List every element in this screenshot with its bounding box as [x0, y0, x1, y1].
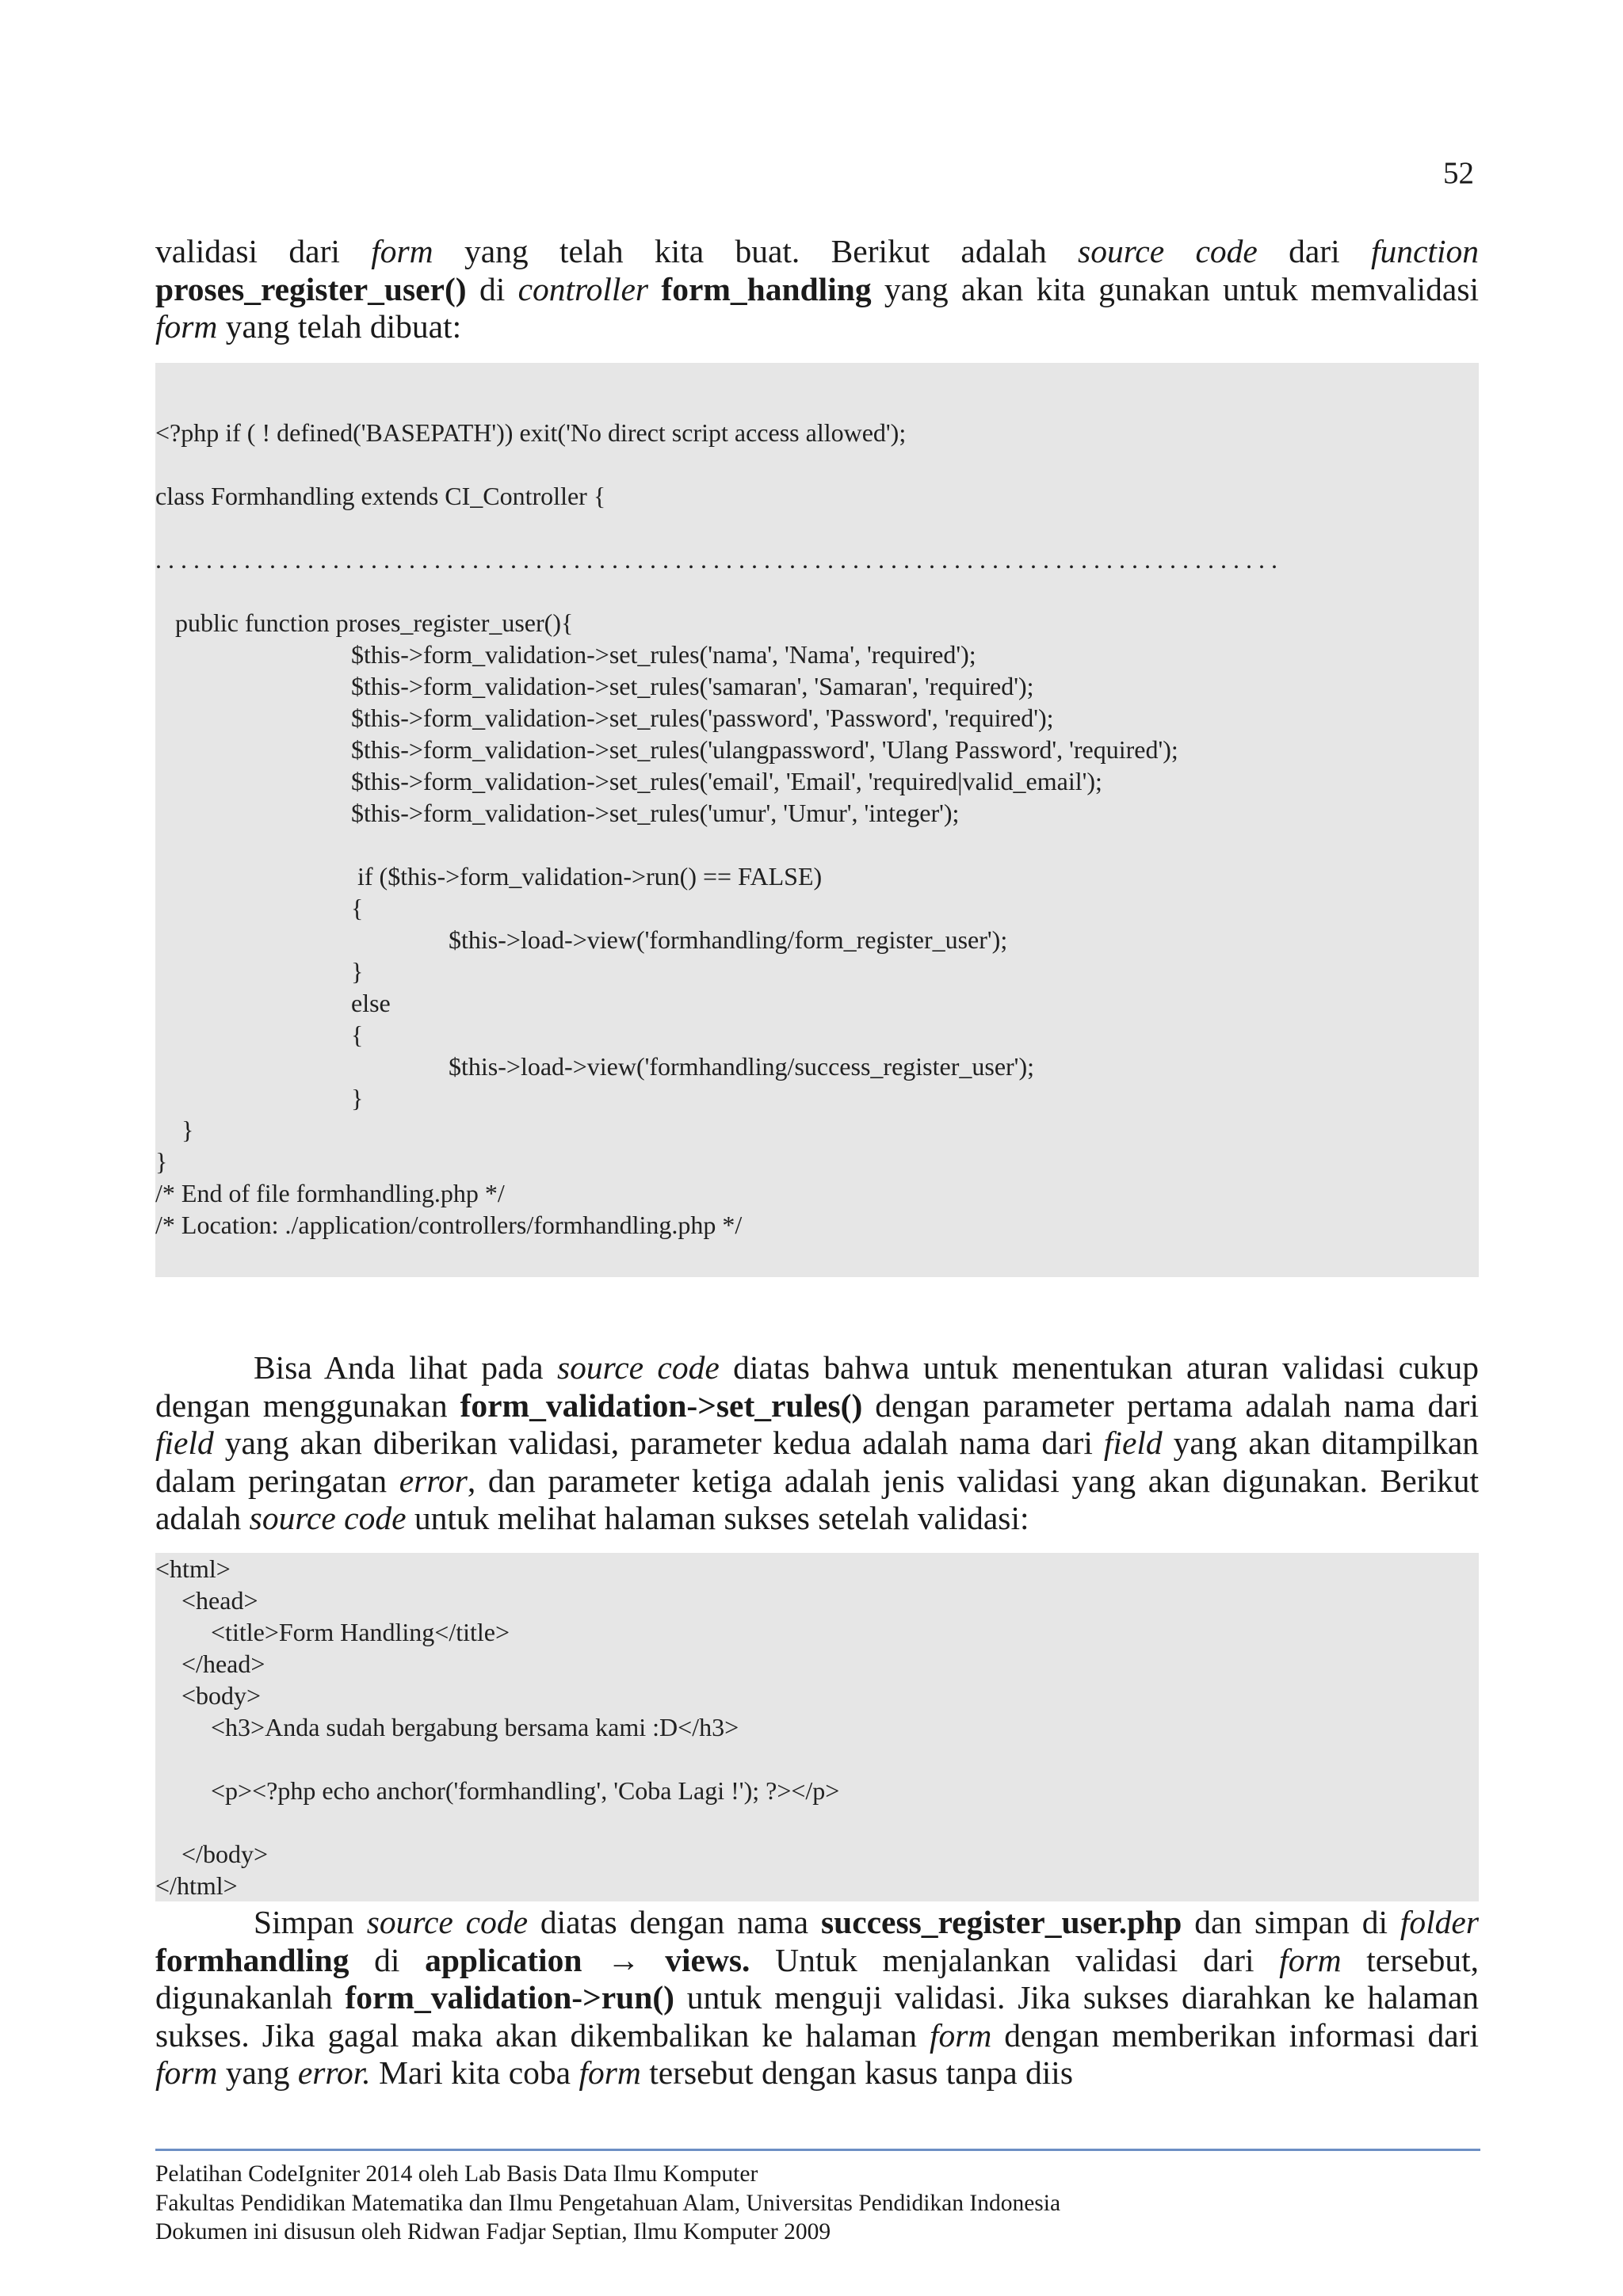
code-line: class Formhandling extends CI_Controller { — [155, 482, 606, 510]
page-number: 52 — [1443, 156, 1474, 190]
italic-term: form — [929, 2016, 992, 2054]
bold-term: formhandling — [155, 1941, 349, 1978]
para3-line-5 — [155, 2054, 1479, 2092]
code-line: $this->form_validation->set_rules('nama', 'Nama', 'required'); — [351, 640, 976, 669]
code-line: { — [351, 894, 364, 922]
footer-divider — [155, 2149, 1480, 2151]
text: yang akan diberikan validasi, parameter kedua adalah nama dari — [213, 1425, 1104, 1461]
italic-term: source code — [366, 1904, 528, 1940]
text: tersebut, — [1341, 1941, 1479, 1978]
text: dari — [1257, 233, 1371, 269]
text: sukses. Jika gagal maka akan dikembalikan ke halaman — [155, 2016, 930, 2054]
bold-term: form_validation->run() — [345, 1979, 674, 2016]
footer-line: Dokumen ini disusun oleh Ridwan Fadjar Septian, Ilmu Komputer 2009 — [155, 2219, 831, 2245]
text: validasi dari — [155, 233, 372, 269]
italic-term: source code — [249, 1500, 407, 1536]
text: digunakanlah — [155, 1979, 346, 2016]
italic-term: controller — [517, 270, 649, 307]
italic-term: error — [399, 1462, 468, 1499]
explanation-paragraph — [155, 1349, 1479, 1538]
code-line: <html> — [155, 1554, 231, 1583]
code-line: $this->load->view('formhandling/success_register_user'); — [449, 1052, 1034, 1081]
para2-line-3 — [155, 1425, 1479, 1463]
code-line: $this->form_validation->set_rules('umur', 'Umur', 'integer'); — [351, 799, 960, 827]
italic-term: form — [155, 2054, 218, 2091]
code-line: <title>Form Handling</title> — [211, 1618, 510, 1646]
code-line: <body> — [181, 1681, 262, 1710]
intro-paragraph — [155, 233, 1479, 346]
text: dalam peringatan — [155, 1462, 399, 1499]
text: Simpan — [254, 1904, 367, 1940]
text: yang — [217, 2054, 298, 2091]
text: dengan menggunakan — [155, 1386, 460, 1424]
bold-term: form_validation->set_rules() — [460, 1386, 863, 1424]
code-line: if ($this->form_validation->run() == FALSE) — [357, 862, 823, 891]
code-line: { — [351, 1020, 364, 1049]
para3-line-1 — [155, 1904, 1479, 1942]
footer-line: Fakultas Pendidikan Matematika dan Ilmu Pengetahuan Alam, Universitas Pendidikan Indonesia — [155, 2190, 1061, 2216]
italic-term: source code — [556, 1349, 720, 1386]
para2-line-4 — [155, 1463, 1479, 1501]
text: diatas dengan nama — [528, 1904, 821, 1940]
italic-term: field — [155, 1425, 214, 1461]
bold-term: success_register_user.php — [820, 1904, 1182, 1940]
text: yang telah dibuat: — [217, 308, 462, 345]
italic-term: form — [155, 308, 218, 345]
code-line: <head> — [181, 1586, 258, 1615]
code-line: </body> — [181, 1840, 268, 1868]
code-line: <h3>Anda sudah bergabung bersama kami :D</h3> — [211, 1713, 739, 1741]
code-line: <p><?php echo anchor('formhandling', 'Coba Lagi !'); ?></p> — [211, 1776, 840, 1805]
text: Bisa Anda lihat pada — [254, 1349, 557, 1386]
code-line: </html> — [155, 1871, 238, 1900]
code-line: public function proses_register_user(){ — [175, 608, 574, 637]
text: di — [349, 1941, 426, 1978]
footer-line: Pelatihan CodeIgniter 2014 oleh Lab Basis Data Ilmu Komputer — [155, 2161, 758, 2187]
text: yang akan ditampilkan — [1162, 1425, 1479, 1461]
text: di — [466, 270, 518, 307]
text: yang telah kita buat. Berikut adalah — [433, 233, 1079, 269]
code-line: </head> — [181, 1650, 265, 1678]
italic-term: field — [1103, 1425, 1163, 1461]
italic-term: form — [579, 2054, 641, 2091]
footer — [155, 2160, 1479, 2247]
text: untuk melihat halaman sukses setelah validasi: — [406, 1500, 1029, 1536]
code-line: } — [351, 1084, 364, 1112]
intro-line-2 — [155, 271, 1479, 309]
italic-term: source code — [1078, 233, 1258, 269]
code-line: $this->load->view('formhandling/form_register_user'); — [449, 925, 1008, 954]
para3-line-3 — [155, 1979, 1479, 2017]
text: diatas bahwa untuk menentukan aturan validasi cukup — [719, 1349, 1479, 1386]
text — [648, 271, 661, 307]
bold-term: application → views. — [425, 1941, 750, 1978]
para2-line-1 — [155, 1349, 1479, 1387]
code-block-controller — [155, 363, 1479, 1277]
para2-line-2 — [155, 1387, 1479, 1425]
text: untuk menguji validasi. Jika sukses diarahkan ke halaman — [674, 1979, 1480, 2016]
para3-line-4 — [155, 2017, 1479, 2055]
code-line: $this->form_validation->set_rules('password', 'Password', 'required'); — [351, 704, 1054, 732]
text: dengan parameter pertama adalah nama dari — [862, 1386, 1479, 1424]
text: tersebut dengan kasus tanpa diis — [640, 2054, 1073, 2091]
bold-term: proses_register_user() — [155, 270, 467, 307]
code-block-view — [155, 1553, 1479, 1901]
code-line: } — [155, 1147, 168, 1176]
text: yang akan kita gunakan untuk memvalidasi — [871, 270, 1480, 307]
italic-term: function — [1370, 233, 1479, 269]
text: dengan memberikan informasi dari — [991, 2016, 1479, 2054]
code-line: } — [351, 957, 364, 986]
code-line: } — [181, 1116, 194, 1144]
code-line: <?php if ( ! defined('BASEPATH')) exit('No direct script access allowed'); — [155, 418, 907, 447]
code-line: . . . . . . . . . . . . . . . . . . . . . . . . . . . . . . . . . . . . . . . . . . . . . . . . . . . . . . . . . . . . . . . . . . . . . . . . . . . . . . . . . . . . . . . . . — [155, 545, 1277, 574]
code-line: /* Location: ./application/controllers/formhandling.php */ — [155, 1211, 743, 1239]
code-line: /* End of file formhandling.php */ — [155, 1179, 505, 1207]
code-line: $this->form_validation->set_rules('samaran', 'Samaran', 'required'); — [351, 672, 1034, 700]
para3-line-2 — [155, 1942, 1479, 1980]
code-line: $this->form_validation->set_rules('ulangpassword', 'Ulang Password', 'required'); — [351, 735, 1178, 764]
text: dan simpan di — [1182, 1904, 1400, 1940]
intro-line-3 — [155, 308, 1479, 346]
text: , dan parameter ketiga adalah jenis validasi yang akan digunakan. Berikut — [467, 1462, 1479, 1499]
instructions-paragraph — [155, 1904, 1479, 2092]
italic-term: form — [371, 233, 433, 269]
text: adalah — [155, 1500, 250, 1536]
text: Mari kita coba — [370, 2054, 579, 2091]
intro-line-1 — [155, 233, 1479, 271]
italic-term: error. — [297, 2054, 371, 2091]
para2-line-5 — [155, 1500, 1479, 1538]
code-line: else — [351, 989, 391, 1017]
italic-term: folder — [1400, 1904, 1479, 1940]
bold-term: form_handling — [661, 270, 872, 307]
text: Untuk menjalankan validasi dari — [750, 1941, 1280, 1978]
italic-term: form — [1279, 1941, 1342, 1978]
code-line: $this->form_validation->set_rules('email', 'Email', 'required|valid_email'); — [351, 767, 1102, 795]
